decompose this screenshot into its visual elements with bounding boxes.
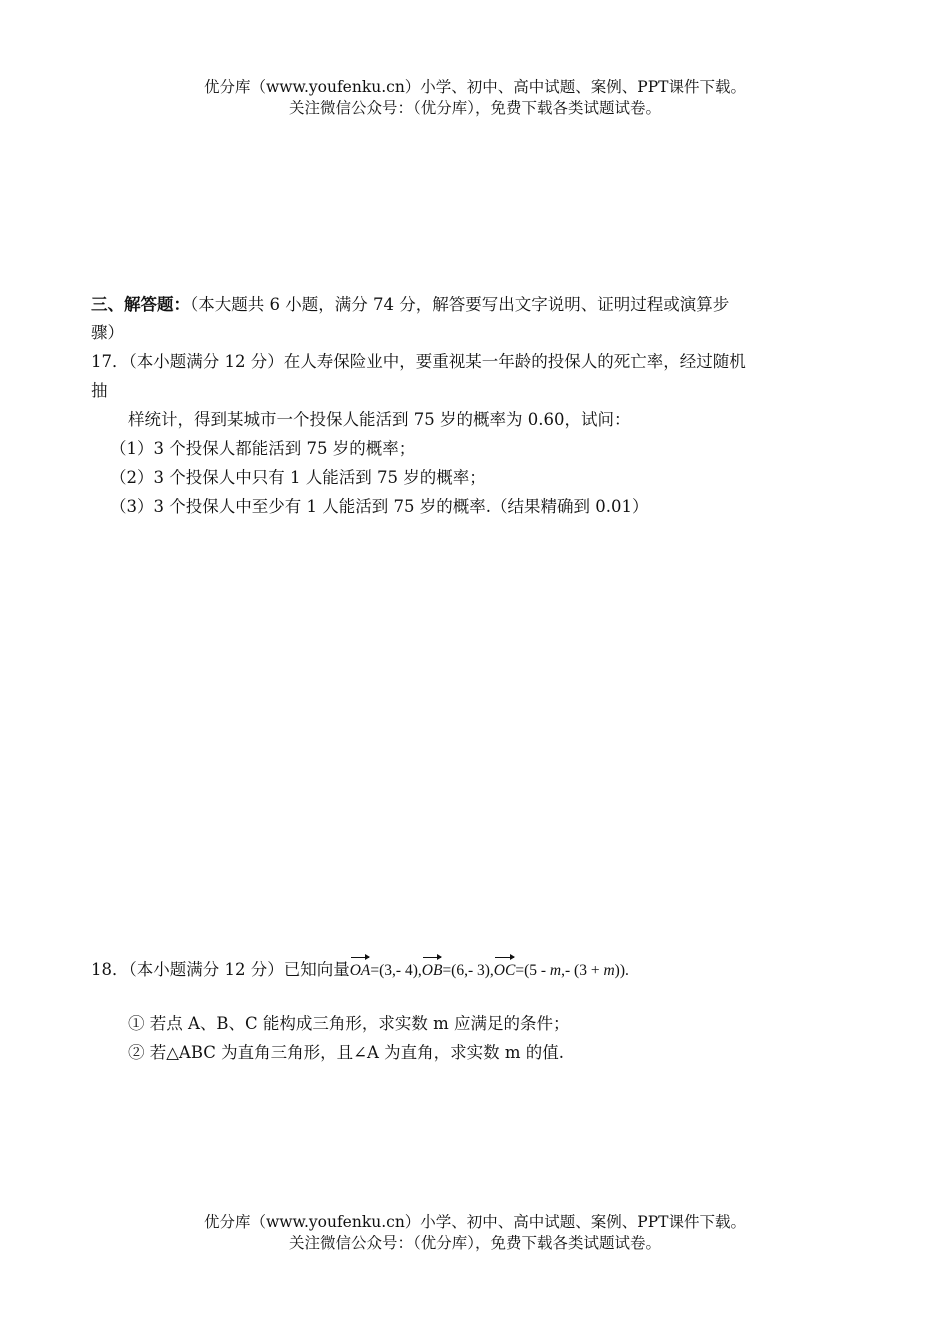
variable-m: m [549,962,562,979]
section-heading [91,294,729,316]
q17-stem-cont: 抽 [91,381,108,400]
section-description-cont: 骤） [91,323,124,342]
q17-stem: 17．（本小题满分 12 分）在人寿保险业中，要重视某一年龄的投保人的死亡率，经过随机 [91,352,746,371]
variable-m: m [603,962,615,979]
q17-item-2: （2）3 个投保人中只有 1 人能活到 75 岁的概率； [110,468,486,487]
page-footer [0,1212,950,1254]
vector-ob: OB [422,956,443,982]
section-description: （本大题共 6 小题，满分 74 分，解答要写出文字说明、证明过程或演算步 [190,295,730,314]
q17-stem-cont2: 样统计，得到某城市一个投保人能活到 75 岁的概率为 0.60，试问： [128,410,631,429]
header-line-1: 优分库（www.youfenku.cn）小学、初中、高中试题、案例、PPT课件下载。 [203,78,747,96]
footer-line-1: 优分库（www.youfenku.cn）小学、初中、高中试题、案例、PPT课件下载。 [203,1213,747,1231]
q18-part-2: ② 若△ABC 为直角三角形，且∠A 为直角，求实数 m 的值. [128,1043,565,1062]
vector-oc: OC [494,956,516,982]
q18-part-1: ① 若点 A、B、C 能构成三角形，求实数 m 应满足的条件； [128,1014,570,1033]
q17-item-3: （3）3 个投保人中至少有 1 人能活到 75 岁的概率.（结果精确到 0.01） [110,497,649,516]
vector-oc-value-a: =(5 - [515,962,550,979]
q18-vector-formula [350,962,629,979]
section-title: 三、解答题： [91,295,190,314]
vector-oa: OA [350,956,371,982]
q18-stem [91,956,629,982]
vector-oc-value-c: )) [614,962,625,979]
vector-oc-value-b: ,- (3 + [561,962,604,979]
q18-intro: 18．（本小题满分 12 分）已知向量 [91,960,350,979]
q17-item-1: （1）3 个投保人都能活到 75 岁的概率； [110,439,416,458]
q18-period: . [624,962,629,979]
header-line-2: 关注微信公众号：（优分库），免费下载各类试题试卷。 [288,99,661,117]
page-header [0,77,950,119]
footer-line-2: 关注微信公众号：（优分库），免费下载各类试题试卷。 [288,1234,661,1252]
vector-ob-value: =(6,- 3), [442,962,494,979]
vector-oa-value: =(3,- 4), [370,962,422,979]
